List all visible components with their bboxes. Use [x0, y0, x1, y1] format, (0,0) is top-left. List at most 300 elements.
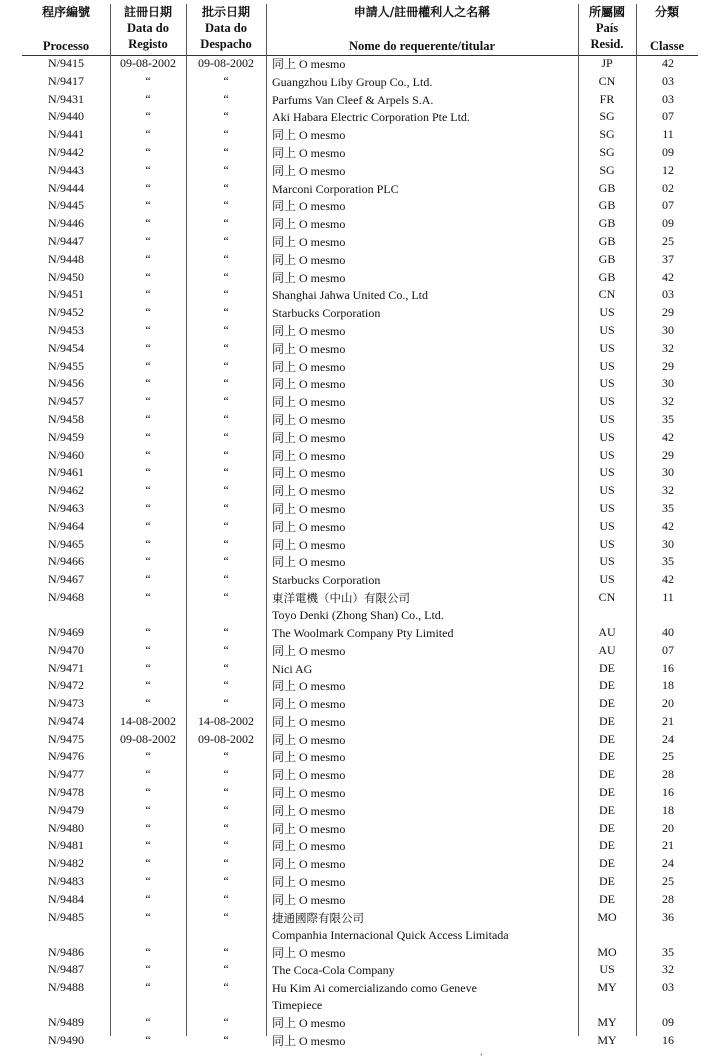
- processo-cell: N/9457: [48, 394, 84, 409]
- class-cell: 03: [662, 73, 674, 88]
- despacho-date-cell: “: [223, 1033, 229, 1048]
- table-row: [22, 838, 698, 856]
- registo-date-cell: 09-08-2002: [120, 731, 176, 746]
- class-cell: 20: [662, 820, 674, 835]
- table-row: [22, 465, 698, 483]
- despacho-date-cell: “: [223, 483, 229, 498]
- processo-cell: N/9443: [48, 162, 84, 177]
- processo-cell: N/9431: [48, 91, 84, 106]
- processo-cell: N/9455: [48, 358, 84, 373]
- table-row: [22, 501, 698, 519]
- class-cell: 07: [662, 198, 674, 213]
- despacho-date-cell: “: [223, 749, 229, 764]
- class-cell: 29: [662, 447, 674, 462]
- applicant-name-cell: [272, 1033, 562, 1050]
- class-cell: 16: [662, 660, 674, 675]
- table-row: [22, 696, 698, 714]
- class-cell: 11: [662, 589, 674, 604]
- registo-date-cell: “: [145, 536, 151, 551]
- despacho-date-cell: “: [223, 642, 229, 657]
- country-cell: US: [599, 500, 615, 515]
- country-cell: US: [599, 447, 615, 462]
- despacho-date-cell: “: [223, 500, 229, 515]
- table-row: [22, 145, 698, 163]
- table-row: [22, 198, 698, 216]
- table-row: [22, 1015, 698, 1033]
- applicant-name-cell: [272, 359, 562, 376]
- applicant-name: 同上 O mesmo: [272, 875, 346, 890]
- despacho-date-cell: “: [223, 322, 229, 337]
- processo-cell: N/9470: [48, 642, 84, 657]
- processo-cell: N/9464: [48, 518, 84, 533]
- table-row: [22, 803, 698, 821]
- processo-cell: N/9466: [48, 554, 84, 569]
- applicant-name: Aki Habara Electric Corporation Pte Ltd.: [272, 110, 470, 125]
- applicant-name: Starbucks Corporation: [272, 306, 381, 321]
- applicant-name: 同上 O mesmo: [272, 145, 346, 160]
- applicant-name-cell: [272, 394, 562, 411]
- applicant-name-cell: [272, 643, 562, 660]
- despacho-date-cell: “: [223, 696, 229, 711]
- applicant-name: Hu Kim Ai comercializando como Geneve: [272, 981, 477, 996]
- country-cell: US: [599, 322, 615, 337]
- class-cell: 20: [662, 696, 674, 711]
- applicant-name: 同上 O mesmo: [272, 484, 346, 499]
- applicant-name: Starbucks Corporation: [272, 573, 381, 588]
- despacho-date-cell: “: [223, 874, 229, 889]
- country-cell: GB: [598, 269, 616, 284]
- despacho-date-cell: “: [223, 340, 229, 355]
- header-classe: 分類 Classe: [649, 5, 685, 53]
- country-cell: US: [599, 429, 615, 444]
- country-cell: DE: [599, 678, 615, 693]
- registo-date-cell: “: [145, 1033, 151, 1048]
- applicant-name: 同上 O mesmo: [272, 501, 346, 516]
- processo-cell: N/9441: [48, 127, 84, 142]
- class-cell: 18: [662, 802, 674, 817]
- processo-cell: N/9445: [48, 198, 84, 213]
- country-cell: DE: [599, 874, 615, 889]
- country-cell: US: [599, 518, 615, 533]
- applicant-name: 同上 O mesmo: [272, 697, 346, 712]
- class-cell: 40: [662, 624, 674, 639]
- applicant-name-cell: [272, 749, 562, 766]
- despacho-date-cell: “: [223, 802, 229, 817]
- applicant-name-cell: [272, 430, 562, 447]
- despacho-date-cell: “: [223, 838, 229, 853]
- applicant-name-cell: [272, 714, 562, 731]
- class-cell: 30: [662, 465, 674, 480]
- class-cell: 21: [662, 713, 674, 728]
- country-cell: US: [599, 572, 615, 587]
- applicant-name-cell: [272, 785, 562, 802]
- class-cell: 09: [662, 216, 674, 231]
- registo-date-cell: “: [145, 518, 151, 533]
- class-cell: 09: [662, 1015, 674, 1030]
- class-cell: 02: [662, 180, 674, 195]
- despacho-date-cell: “: [223, 820, 229, 835]
- registo-date-cell: “: [145, 856, 151, 871]
- class-cell: 37: [662, 251, 674, 266]
- registo-date-cell: “: [145, 589, 151, 604]
- table-row: [22, 234, 698, 252]
- despacho-date-cell: “: [223, 109, 229, 124]
- applicant-name: 同上 O mesmo: [272, 448, 346, 463]
- despacho-date-cell: “: [223, 216, 229, 231]
- despacho-date-cell: “: [223, 73, 229, 88]
- class-cell: 16: [662, 785, 674, 800]
- country-cell: DE: [599, 731, 615, 746]
- applicant-name-cell: [272, 92, 562, 109]
- applicant-name: 同上 O mesmo: [272, 768, 346, 783]
- despacho-date-cell: “: [223, 856, 229, 871]
- despacho-date-cell: “: [223, 589, 229, 604]
- processo-cell: N/9481: [48, 838, 84, 853]
- country-cell: US: [599, 962, 615, 977]
- despacho-date-cell: “: [223, 144, 229, 159]
- registo-date-cell: “: [145, 447, 151, 462]
- country-cell: DE: [599, 820, 615, 835]
- despacho-date-cell: 09-08-2002: [198, 731, 254, 746]
- applicant-name-cell: [272, 56, 562, 73]
- country-cell: CN: [598, 287, 616, 302]
- registo-date-cell: “: [145, 109, 151, 124]
- table-row: [22, 448, 698, 466]
- country-cell: US: [599, 483, 615, 498]
- processo-cell: N/9440: [48, 109, 84, 124]
- registo-date-cell: “: [145, 73, 151, 88]
- class-cell: 32: [662, 340, 674, 355]
- processo-cell: N/9453: [48, 322, 84, 337]
- registo-date-cell: “: [145, 483, 151, 498]
- registo-date-cell: “: [145, 500, 151, 515]
- class-cell: 03: [662, 287, 674, 302]
- registo-date-cell: “: [145, 411, 151, 426]
- applicant-name: 捷通國際有限公司: [272, 910, 364, 925]
- applicant-name: 東洋電機（中山）有限公司: [272, 590, 410, 605]
- table-row: [22, 56, 698, 74]
- applicant-name-secondary: Companhia Internacional Quick Access Limitada: [272, 927, 509, 942]
- country-cell: US: [599, 305, 615, 320]
- applicant-name: 同上 O mesmo: [272, 786, 346, 801]
- applicant-name-cell: [272, 910, 562, 944]
- registo-date-cell: “: [145, 465, 151, 480]
- table-row: [22, 714, 698, 732]
- registry-table: [22, 4, 698, 1051]
- class-cell: 25: [662, 874, 674, 889]
- table-row: [22, 945, 698, 963]
- applicant-name: 同上 O mesmo: [272, 537, 346, 552]
- applicant-name: 同上 O mesmo: [272, 323, 346, 338]
- applicant-name: 同上 O mesmo: [272, 430, 346, 445]
- processo-cell: N/9477: [48, 767, 84, 782]
- registo-date-cell: “: [145, 785, 151, 800]
- table-row: [22, 537, 698, 555]
- registo-date-cell: “: [145, 944, 151, 959]
- despacho-date-cell: “: [223, 447, 229, 462]
- despacho-date-cell: “: [223, 518, 229, 533]
- processo-cell: N/9490: [48, 1033, 84, 1048]
- applicant-name: 同上 O mesmo: [272, 839, 346, 854]
- class-cell: 11: [662, 127, 674, 142]
- registo-date-cell: “: [145, 144, 151, 159]
- processo-cell: N/9461: [48, 465, 84, 480]
- table-row: [22, 483, 698, 501]
- applicant-name: 同上 O mesmo: [272, 750, 346, 765]
- applicant-name-cell: [272, 803, 562, 820]
- processo-cell: N/9484: [48, 891, 84, 906]
- country-cell: SG: [599, 109, 615, 124]
- despacho-date-cell: 14-08-2002: [198, 713, 254, 728]
- country-cell: US: [599, 536, 615, 551]
- country-cell: US: [599, 358, 615, 373]
- applicant-name: 同上 O mesmo: [272, 377, 346, 392]
- processo-cell: N/9486: [48, 944, 84, 959]
- table-row: [22, 394, 698, 412]
- table-row: [22, 341, 698, 359]
- processo-cell: N/9452: [48, 305, 84, 320]
- applicant-name-cell: [272, 696, 562, 713]
- class-cell: 21: [662, 838, 674, 853]
- applicant-name-cell: [272, 448, 562, 465]
- class-cell: 12: [662, 162, 674, 177]
- processo-cell: N/9487: [48, 962, 84, 977]
- applicant-name-cell: [272, 821, 562, 838]
- table-row: [22, 678, 698, 696]
- table-row: [22, 980, 698, 1015]
- table-row: [22, 305, 698, 323]
- applicant-name: 同上 O mesmo: [272, 234, 346, 249]
- processo-cell: N/9442: [48, 144, 84, 159]
- registo-date-cell: “: [145, 91, 151, 106]
- table-row: [22, 661, 698, 679]
- despacho-date-cell: “: [223, 162, 229, 177]
- despacho-date-cell: “: [223, 909, 229, 924]
- registo-date-cell: “: [145, 749, 151, 764]
- table-row: [22, 732, 698, 750]
- registo-date-cell: “: [145, 322, 151, 337]
- despacho-date-cell: “: [223, 411, 229, 426]
- applicant-name-cell: [272, 305, 562, 322]
- registo-date-cell: “: [145, 376, 151, 391]
- registo-date-cell: “: [145, 429, 151, 444]
- applicant-name-cell: [272, 270, 562, 287]
- registo-date-cell: “: [145, 233, 151, 248]
- page-mark: ʼ: [480, 1052, 483, 1061]
- header-nome: 申請人/註冊權利人之名稱 Nome do requerente/titular: [348, 5, 496, 53]
- class-cell: 42: [662, 572, 674, 587]
- applicant-name-secondary: Toyo Denki (Zhong Shan) Co., Ltd.: [272, 607, 444, 622]
- country-cell: DE: [599, 856, 615, 871]
- country-cell: DE: [599, 891, 615, 906]
- processo-cell: N/9460: [48, 447, 84, 462]
- despacho-date-cell: “: [223, 554, 229, 569]
- country-cell: SG: [599, 144, 615, 159]
- table-row: [22, 412, 698, 430]
- registo-date-cell: “: [145, 394, 151, 409]
- table-row: [22, 1033, 698, 1051]
- class-cell: 42: [662, 56, 674, 70]
- registo-date-cell: 14-08-2002: [120, 713, 176, 728]
- applicant-name: 同上 O mesmo: [272, 732, 346, 747]
- applicant-name: 同上 O mesmo: [272, 643, 346, 658]
- applicant-name-cell: [272, 412, 562, 429]
- table-row: [22, 856, 698, 874]
- registo-date-cell: “: [145, 642, 151, 657]
- table-row: [22, 767, 698, 785]
- processo-cell: N/9469: [48, 624, 84, 639]
- table-row: [22, 74, 698, 92]
- table-row: [22, 216, 698, 234]
- despacho-date-cell: “: [223, 944, 229, 959]
- processo-cell: N/9415: [48, 56, 84, 70]
- country-cell: SG: [599, 127, 615, 142]
- registo-date-cell: “: [145, 572, 151, 587]
- registo-date-cell: “: [145, 696, 151, 711]
- country-cell: GB: [598, 180, 616, 195]
- registo-date-cell: “: [145, 180, 151, 195]
- processo-cell: N/9488: [48, 980, 84, 995]
- applicant-name-cell: [272, 678, 562, 695]
- registo-date-cell: “: [145, 340, 151, 355]
- registo-date-cell: “: [145, 838, 151, 853]
- class-cell: 30: [662, 376, 674, 391]
- table-row: [22, 572, 698, 590]
- processo-cell: N/9454: [48, 340, 84, 355]
- processo-cell: N/9463: [48, 500, 84, 515]
- registo-date-cell: “: [145, 767, 151, 782]
- processo-cell: N/9447: [48, 233, 84, 248]
- applicant-name: Shanghai Jahwa United Co., Ltd: [272, 288, 428, 303]
- table-row: [22, 910, 698, 945]
- country-cell: MY: [597, 1033, 617, 1048]
- applicant-name: 同上 O mesmo: [272, 466, 346, 481]
- applicant-name: 同上 O mesmo: [272, 217, 346, 232]
- country-cell: DE: [599, 660, 615, 675]
- processo-cell: N/9478: [48, 785, 84, 800]
- country-cell: GB: [598, 216, 616, 231]
- table-row: [22, 109, 698, 127]
- table-row: [22, 430, 698, 448]
- class-cell: 35: [662, 500, 674, 515]
- registo-date-cell: “: [145, 162, 151, 177]
- applicant-name-cell: [272, 465, 562, 482]
- country-cell: SG: [599, 162, 615, 177]
- applicant-name: 同上 O mesmo: [272, 714, 346, 729]
- applicant-name: 同上 O mesmo: [272, 555, 346, 570]
- class-cell: 03: [662, 91, 674, 106]
- applicant-name-cell: [272, 216, 562, 233]
- country-cell: US: [599, 394, 615, 409]
- applicant-name: 同上 O mesmo: [272, 359, 346, 374]
- applicant-name-cell: [272, 625, 562, 642]
- header-pais: 所屬國 País Resid.: [588, 5, 625, 51]
- processo-cell: N/9476: [48, 749, 84, 764]
- class-cell: 29: [662, 358, 674, 373]
- country-cell: US: [599, 376, 615, 391]
- registo-date-cell: “: [145, 216, 151, 231]
- applicant-name: 同上 O mesmo: [272, 341, 346, 356]
- applicant-name: 同上 O mesmo: [272, 679, 346, 694]
- class-cell: 29: [662, 305, 674, 320]
- despacho-date-cell: “: [223, 572, 229, 587]
- applicant-name-cell: [272, 287, 562, 304]
- despacho-date-cell: “: [223, 233, 229, 248]
- country-cell: DE: [599, 713, 615, 728]
- processo-cell: N/9479: [48, 802, 84, 817]
- despacho-date-cell: “: [223, 394, 229, 409]
- table-row: [22, 892, 698, 910]
- header-registo: 註冊日期 Data do Registo: [123, 5, 172, 51]
- class-cell: 24: [662, 856, 674, 871]
- registo-date-cell: “: [145, 678, 151, 693]
- applicant-name-secondary: Timepiece: [272, 998, 323, 1013]
- class-cell: 32: [662, 483, 674, 498]
- despacho-date-cell: “: [223, 891, 229, 906]
- table-row: [22, 874, 698, 892]
- applicant-name-cell: [272, 572, 562, 589]
- processo-cell: N/9468: [48, 589, 84, 604]
- table-row: [22, 590, 698, 625]
- table-row: [22, 252, 698, 270]
- despacho-date-cell: “: [223, 465, 229, 480]
- registo-date-cell: “: [145, 305, 151, 320]
- registo-date-cell: “: [145, 909, 151, 924]
- registo-date-cell: “: [145, 554, 151, 569]
- applicant-name: The Coca-Cola Company: [272, 963, 395, 978]
- processo-cell: N/9473: [48, 696, 84, 711]
- applicant-name-cell: [272, 323, 562, 340]
- applicant-name: 同上 O mesmo: [272, 1016, 346, 1031]
- applicant-name: 同上 O mesmo: [272, 57, 346, 71]
- country-cell: GB: [598, 251, 616, 266]
- registo-date-cell: “: [145, 1015, 151, 1030]
- table-row: [22, 127, 698, 145]
- despacho-date-cell: “: [223, 980, 229, 995]
- applicant-name-cell: [272, 519, 562, 536]
- applicant-name: 同上 O mesmo: [272, 412, 346, 427]
- applicant-name-cell: [272, 145, 562, 162]
- processo-cell: N/9417: [48, 73, 84, 88]
- processo-cell: N/9451: [48, 287, 84, 302]
- country-cell: US: [599, 340, 615, 355]
- country-cell: MO: [597, 909, 617, 924]
- applicant-name: 同上 O mesmo: [272, 395, 346, 410]
- country-cell: DE: [599, 749, 615, 764]
- registo-date-cell: “: [145, 980, 151, 995]
- despacho-date-cell: “: [223, 269, 229, 284]
- processo-cell: N/9448: [48, 251, 84, 266]
- class-cell: 42: [662, 269, 674, 284]
- processo-cell: N/9444: [48, 180, 84, 195]
- applicant-name-cell: [272, 767, 562, 784]
- applicant-name-cell: [272, 163, 562, 180]
- despacho-date-cell: “: [223, 127, 229, 142]
- class-cell: 32: [662, 962, 674, 977]
- country-cell: MY: [597, 1015, 617, 1030]
- despacho-date-cell: “: [223, 429, 229, 444]
- despacho-date-cell: “: [223, 198, 229, 213]
- applicant-name-cell: [272, 74, 562, 91]
- country-cell: DE: [599, 767, 615, 782]
- processo-cell: N/9456: [48, 376, 84, 391]
- processo-cell: N/9483: [48, 874, 84, 889]
- table-row: [22, 92, 698, 110]
- country-cell: DE: [599, 802, 615, 817]
- country-cell: US: [599, 411, 615, 426]
- applicant-name: Marconi Corporation PLC: [272, 181, 399, 196]
- applicant-name: 同上 O mesmo: [272, 199, 346, 214]
